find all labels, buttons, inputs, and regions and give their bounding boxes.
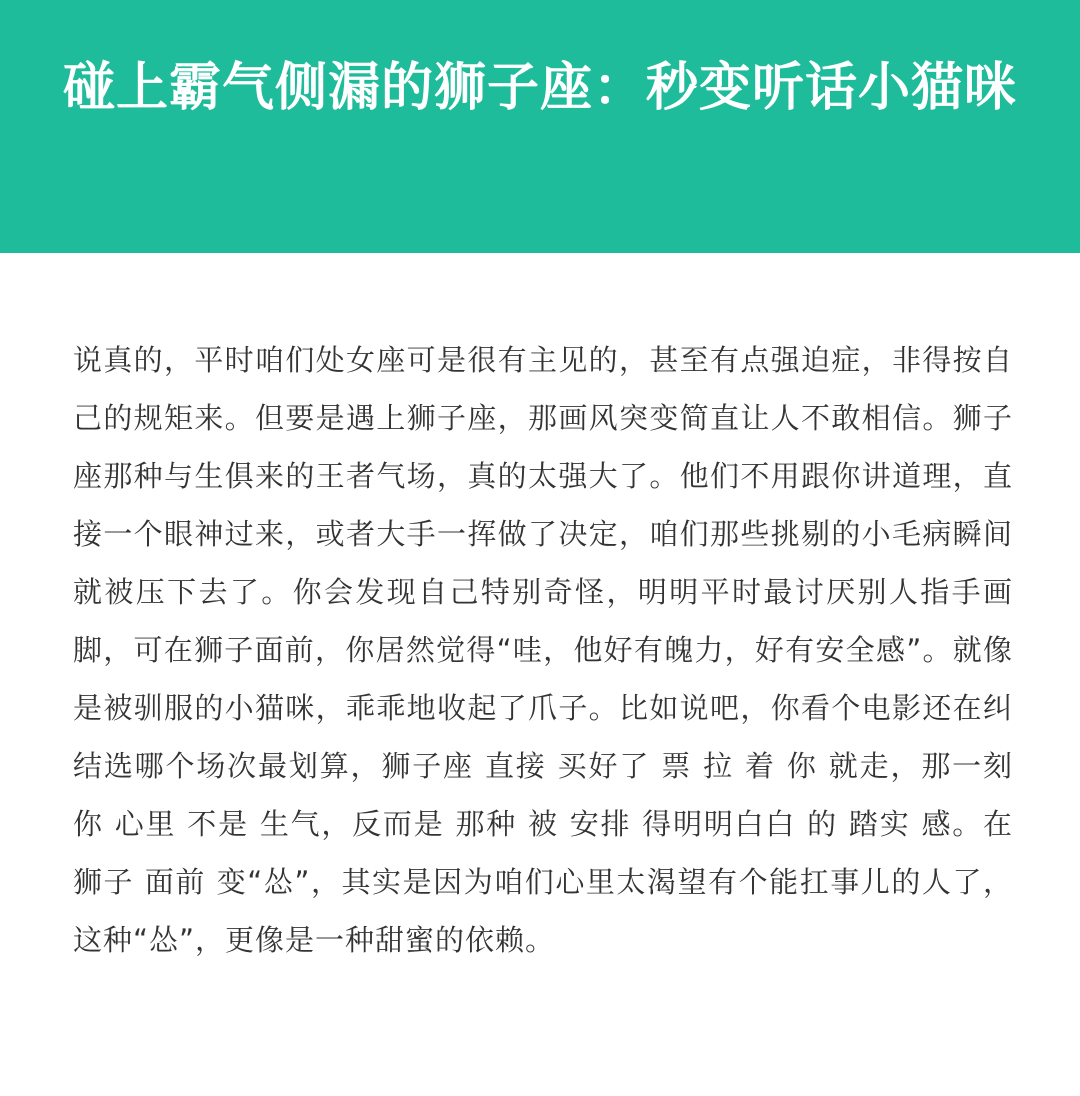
- article-paragraph: 说真的，平时咱们处女座可是很有主见的，甚至有点强迫症，非得按自己的规矩来。但要是遇上狮子座，那画风突变简直让人不敢相信。狮子座那种与生俱来的王者气场，真的太强大了。他们不用跟你讲道理，直接一个眼神过来，或者大手一挥做了决定，咱们那些挑剔的小毛病瞬间就被压下去了。你会发现自己特别奇怪，明明平时最讨厌别人指手画脚，可在狮子面前，你居然觉得“哇，他好有魄力，好有安全感”。就像是被驯服的小猫咪，乖乖地收起了爪子。比如说吧，你看个电影还在纠结选哪个场次最划算，狮子座 直接 买好了 票 拉 着 你 就走，那一刻 你 心里 不是 生气，反而是 那种 被 安排 得明明白白 的 踏实 感。在 狮子 面前 变“怂”，其实是因为咱们心里太渴望有个能扛事儿的人了，这种“怂”，更像是一种甜蜜的依赖。: [73, 343, 1013, 957]
- title-banner: [0, 0, 1080, 253]
- article-content: [73, 331, 1013, 969]
- page-title: 碰上霸气侧漏的狮子座：秒变听话小猫咪: [62, 58, 1017, 118]
